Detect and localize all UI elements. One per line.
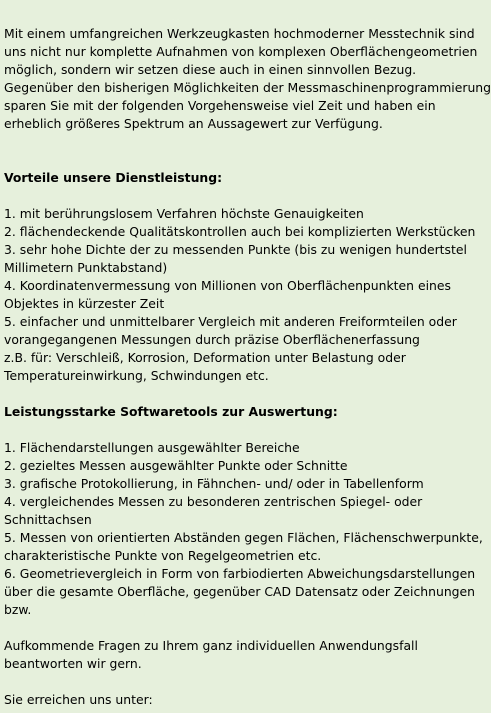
questions-line: Aufkommende Fragen zu Ihrem ganz individuellen Anwendungsfall <box>4 638 418 653</box>
advantage-line: vorangegangenen Messungen durch präzise Oberflächenerfassung <box>4 332 420 347</box>
advantage-line: 3. sehr hohe Dichte der zu messenden Punkte (bis zu wenigen hundertstel <box>4 242 467 257</box>
advantage-line: Objektes in kürzester Zeit <box>4 296 165 311</box>
advantage-line: 1. mit berührungslosem Verfahren höchste Genauigkeiten <box>4 206 364 221</box>
software-line: Schnittachsen <box>4 512 92 527</box>
intro-line: sparen Sie mit der folgenden Vorgehensweise viel Zeit und haben ein <box>4 98 436 113</box>
software-line: 2. gezieltes Messen ausgewählter Punkte oder Schnitte <box>4 458 348 473</box>
advantage-line: z.B. für: Verschleiß, Korrosion, Deformation unter Belastung oder <box>4 350 406 365</box>
intro-line: Gegenüber den bisherigen Möglichkeiten der Messmaschinenprogrammierung <box>4 80 491 95</box>
spacer <box>4 421 491 439</box>
contact-line: Sie erreichen uns unter: <box>4 692 153 707</box>
software-heading: Leistungsstarke Softwaretools zur Auswertung: <box>4 404 338 419</box>
software-line: 5. Messen von orientierten Abständen gegen Flächen, Flächenschwerpunkte, <box>4 530 483 545</box>
spacer <box>4 385 491 403</box>
questions-paragraph <box>4 637 491 673</box>
advantage-line: Temperatureinwirkung, Schwindungen etc. <box>4 368 269 383</box>
advantage-line: 4. Koordinatenvermessung von Millionen von Oberflächenpunkten eines <box>4 278 451 293</box>
software-line: 6. Geometrievergleich in Form von farbiodierten Abweichungsdarstellungen <box>4 566 476 581</box>
spacer <box>4 619 491 637</box>
intro-line: erheblich größeres Spektrum an Aussagewert zur Verfügung. <box>4 116 383 131</box>
intro-line: Mit einem umfangreichen Werkzeugkasten hochmoderner Messtechnik sind <box>4 26 475 41</box>
software-line: charakteristische Punkte von Regelgeometrien etc. <box>4 548 322 563</box>
contact-paragraph <box>4 691 491 709</box>
intro-line: möglich, sondern wir setzen diese auch in einen sinnvollen Bezug. <box>4 62 417 77</box>
questions-line: beantworten wir gern. <box>4 656 142 671</box>
advantages-heading: Vorteile unsere Dienstleistung: <box>4 170 223 185</box>
spacer <box>4 187 491 205</box>
intro-line: uns nicht nur komplette Aufnahmen von komplexen Oberflächengeometrien <box>4 44 478 59</box>
spacer <box>4 133 491 169</box>
advantage-line: 5. einfacher und unmittelbarer Vergleich mit anderen Freiformteilen oder <box>4 314 457 329</box>
software-line: über die gesamte Oberfläche, gegenüber CAD Datensatz oder Zeichnungen <box>4 584 476 599</box>
software-line: bzw. <box>4 602 32 617</box>
advantage-line: Millimetern Punktabstand) <box>4 260 168 275</box>
spacer <box>4 673 491 691</box>
software-line: 3. grafische Protokollierung, in Fähnchen- und/ oder in Tabellenform <box>4 476 424 491</box>
software-line: 4. vergleichendes Messen zu besonderen zentrischen Spiegel- oder <box>4 494 423 509</box>
advantage-line: 2. flächendeckende Qualitätskontrollen auch bei komplizierten Werkstücken <box>4 224 476 239</box>
advantages-section <box>4 169 491 385</box>
software-section <box>4 403 491 619</box>
intro-paragraph <box>4 25 491 133</box>
software-line: 1. Flächendarstellungen ausgewählter Bereiche <box>4 440 300 455</box>
